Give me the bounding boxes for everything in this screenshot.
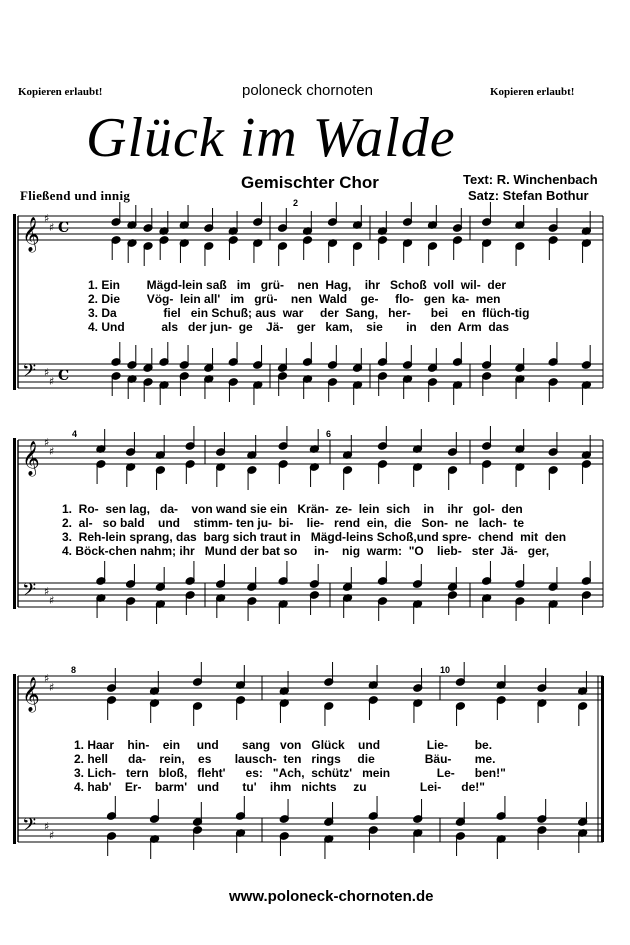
measure-number: 6 bbox=[326, 429, 332, 439]
lyric-line: 2. Die Vög- lein all' im grü- nen Wald ge- flo- gen ka- men bbox=[88, 292, 501, 306]
lyric-line: 3. Da fiel ein Schuß; aus war der Sang, her- bei en flüch-tig bbox=[88, 306, 530, 320]
copy-note-right: Kopieren erlaubt! bbox=[490, 86, 575, 98]
measure-number: 4 bbox=[72, 429, 78, 439]
bass-clef: 𝄢 bbox=[22, 815, 37, 840]
lyric-line: 1. Ro- sen lag, da- von wand sie ein Krän- ze- lein sich in ihr gol- den bbox=[62, 502, 523, 516]
site-name: poloneck chornoten bbox=[242, 82, 373, 99]
footer-url: www.poloneck-chornoten.de bbox=[229, 888, 434, 905]
sharp-icon: ♯ bbox=[44, 366, 50, 379]
final-barline bbox=[601, 676, 604, 842]
sharp-icon: ♯ bbox=[44, 436, 50, 449]
sharp-icon: ♯ bbox=[44, 585, 50, 598]
lyric-line: 3. Lich- tern bloß, fleht' es: "Ach, schütz' mein Le- ben!" bbox=[74, 766, 506, 780]
lyric-line: 4. Böck-chen nahm; ihr Mund der bat so in- nig warm: "O lieb- ster Jä- ger, bbox=[62, 544, 550, 558]
sharp-icon: ♯ bbox=[49, 445, 55, 458]
setting-credit: Satz: Stefan Bothur bbox=[468, 188, 589, 203]
song-title: Glück im Walde bbox=[86, 107, 456, 169]
sharp-icon: ♯ bbox=[44, 672, 50, 685]
sharp-icon: ♯ bbox=[44, 820, 50, 833]
treble-clef: 𝄞 bbox=[22, 217, 40, 252]
bass-clef: 𝄢 bbox=[22, 361, 37, 386]
lyrics-system-1 bbox=[88, 278, 529, 334]
lyric-line: 2. hell da- rein, es lausch- ten rings die Bäu- me. bbox=[74, 752, 496, 766]
lyric-line: 3. Reh-lein sprang, das barg sich traut in Mägd-leins Schoß,und spre- chend mit den bbox=[62, 530, 567, 544]
system-bracket bbox=[13, 674, 16, 844]
text-credit: Text: R. Winchenbach bbox=[463, 172, 598, 187]
sharp-icon: ♯ bbox=[49, 375, 55, 388]
subtitle: Gemischter Chor bbox=[241, 173, 379, 192]
lyric-line: 4. Und als der jun- ge Jä- ger kam, sie in den Arm das bbox=[88, 320, 510, 334]
sharp-icon: ♯ bbox=[49, 829, 55, 842]
bass-clef: 𝄢 bbox=[22, 580, 37, 605]
lyric-line: 1. Haar hin- ein und sang von Glück und Lie- be. bbox=[74, 738, 493, 752]
system-bracket bbox=[13, 438, 16, 609]
treble-clef: 𝄞 bbox=[22, 441, 40, 476]
lyric-line: 2. al- so bald und stimm- ten ju- bi- lie- rend ein, die Son- ne lach- te bbox=[62, 516, 525, 530]
measure-number: 2 bbox=[293, 198, 299, 208]
common-time-icon: C bbox=[58, 368, 70, 384]
sharp-icon: ♯ bbox=[49, 221, 55, 234]
common-time-icon: C bbox=[58, 220, 70, 236]
measure-number: 8 bbox=[71, 665, 77, 675]
sharp-icon: ♯ bbox=[49, 681, 55, 694]
sharp-icon: ♯ bbox=[44, 212, 50, 225]
lyrics-system-2 bbox=[62, 502, 566, 558]
measure-number: 10 bbox=[440, 665, 451, 675]
lyric-line: 4. hab' Er- barm' und tu' ihm nichts zu Lei- de!" bbox=[74, 780, 485, 794]
tempo-marking: Fließend und innig bbox=[20, 188, 131, 203]
lyric-line: 1. Ein Mägd-lein saß im grü- nen Hag, ihr Schoß voll wil- der bbox=[88, 278, 507, 292]
sharp-icon: ♯ bbox=[49, 594, 55, 607]
copy-note-left: Kopieren erlaubt! bbox=[18, 86, 103, 98]
system-bracket bbox=[13, 214, 16, 390]
lyrics-system-3 bbox=[74, 738, 506, 794]
treble-clef: 𝄞 bbox=[22, 677, 40, 712]
